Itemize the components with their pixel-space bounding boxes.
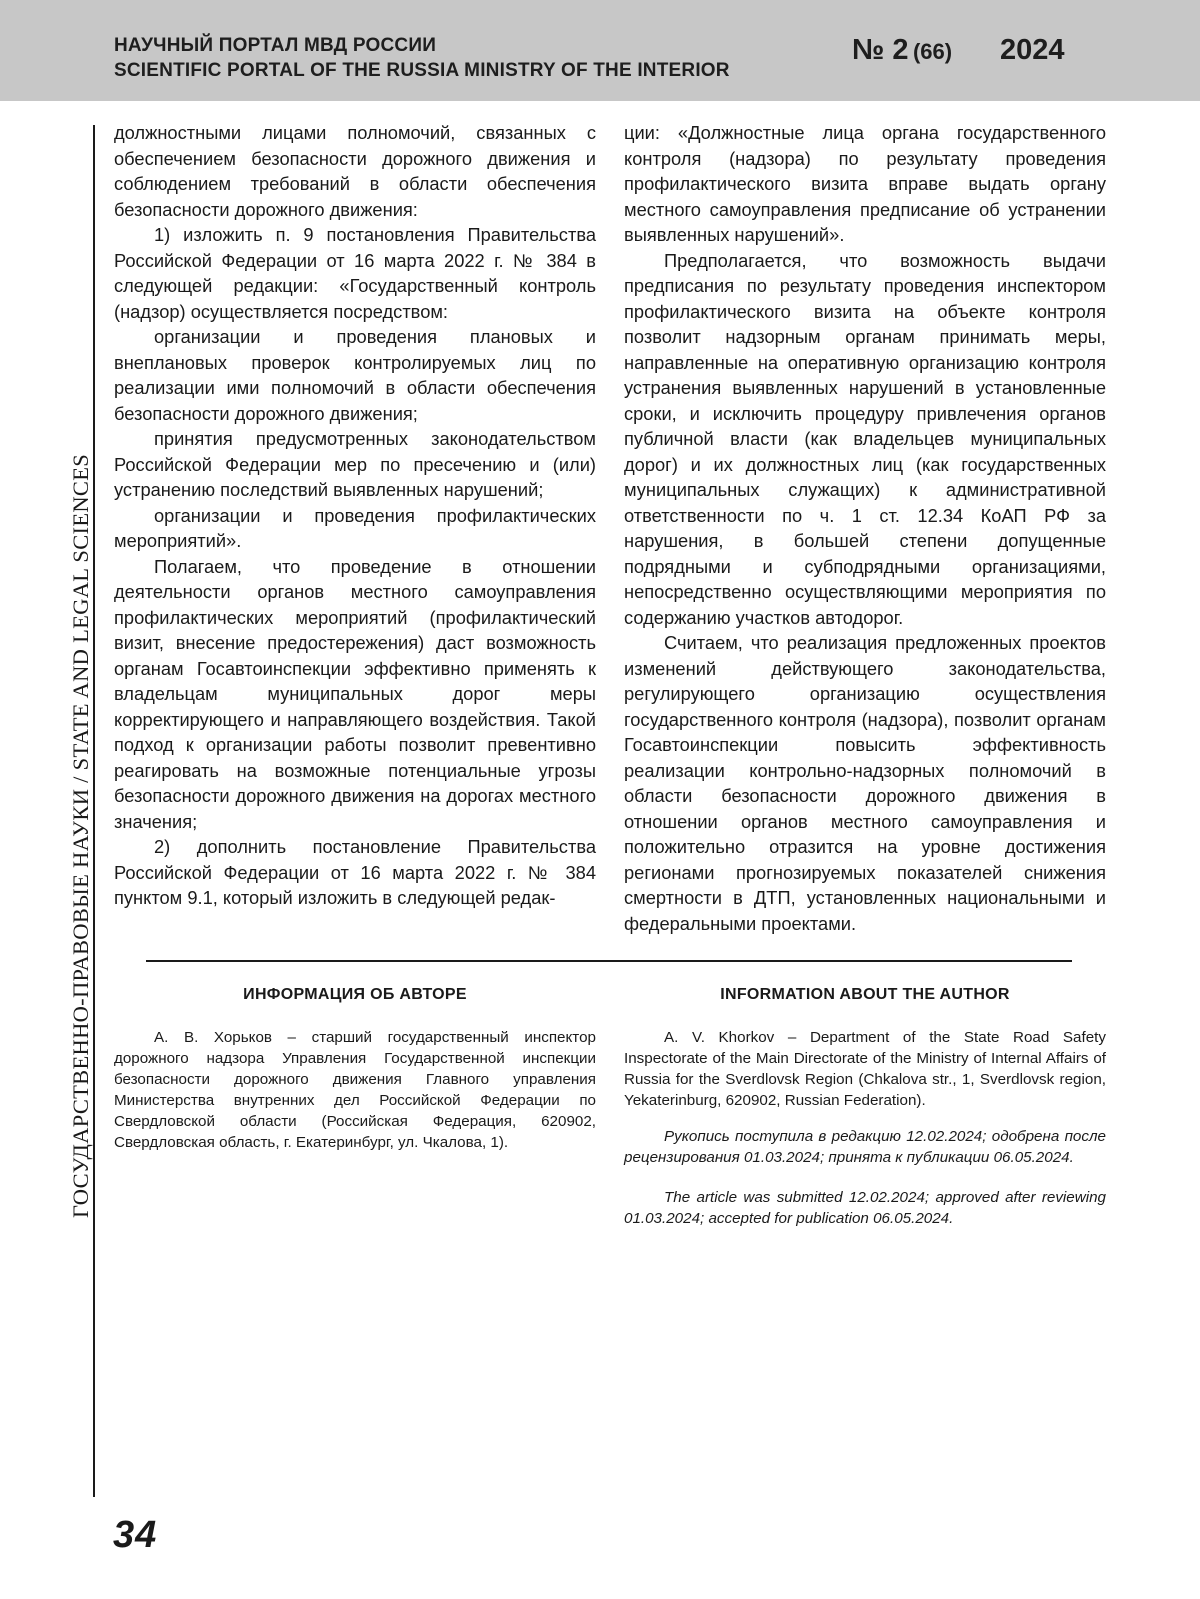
paragraph: Считаем, что реализация предложенных проектов изменений действующего законодательства, регулирующего организацию осуществления государственного контроля (надзора), позволит органам Госавтоинспекции повысить эффективность реализации контрольно-надзорных полномочий в области безопасности дорожного движения в отношении органов местного самоуправления и положительно отразится на уровне достижения регионами прогнозируемых показателей снижения смертности в ДТП, установленных национальными и федеральными проектами. xyxy=(624,632,1106,934)
section-divider xyxy=(146,960,1072,962)
author-info-text-ru: А. В. Хорьков – старший государственный инспектор дорожного надзора Управления Государственной инспекции безопасности дорожного движения Главного управления Министерства внутренних дел Российской Федерации по Свердловской области (Российская Федерация, 620902, Свердловская область, г. Екатеринбург, ул. Чкалова, 1). xyxy=(114,1029,596,1151)
journal-header xyxy=(0,0,1200,101)
article-column-left xyxy=(114,120,596,911)
article-column-right xyxy=(624,120,1106,936)
issue-year: 2024 xyxy=(1000,34,1065,66)
page-number: 34 xyxy=(113,1514,158,1556)
journal-title-ru: НАУЧНЫЙ ПОРТАЛ МВД РОССИИ xyxy=(114,35,437,56)
paragraph: 2) дополнить постановление Правительства Российской Федерации от 16 марта 2022 г. № 384 пунктом 9.1, который изложить в следующей редак- xyxy=(114,836,596,908)
paragraph: ции: «Должностные лица органа государственного контроля (надзора) по результату проведения профилактического визита вправе выдать органу местного самоуправления предписание об устранении выявленных нарушений». xyxy=(624,122,1106,245)
publication-dates xyxy=(624,1126,1106,1229)
issue-number xyxy=(852,34,952,67)
paragraph: организации и проведения профилактических мероприятий». xyxy=(114,504,596,551)
section-title-vertical: ГОСУДАРСТВЕННО-ПРАВОВЫЕ НАУКИ / STATE AND LEGAL SCIENCES xyxy=(68,453,93,1218)
author-info-title-en: INFORMATION ABOUT THE AUTHOR xyxy=(720,986,1010,1003)
author-info-en xyxy=(624,1027,1106,1111)
paragraph: Полагаем, что проведение в отношении деятельности органов местного самоуправления профилактических мероприятий (профилактический визит, внесение предостережения) даст возможность органам Госавтоинспекции эффективно применять к владельцам муниципальных дорог меры корректирующего и направляющего воздействия. Такой подход к организации работы позволит превентивно реагировать на возможные потенциальные угрозы безопасности дорожного движения на дорогах местного значения; xyxy=(114,555,596,832)
paragraph: Предполагается, что возможность выдачи предписания по результату проведения инспектором профилактического визита на объекте контроля позволит надзорным органам принимать меры, направленные на оперативную организацию контроля устранения выявленных нарушений в установленные сроки, и исключить процедуру привлечения органов публичной власти (как владельцев муниципальных дорог) и их должностных лиц (как государственных муниципальных служащих) к административной ответственности по ч. 1 ст. 12.34 КоАП РФ за нарушения, в большей степени допущенные подрядными и субподрядными организациями, непосредственно осуществляющими мероприятия по содержанию участков автодорог. xyxy=(624,249,1106,628)
paragraph: должностными лицами полномочий, связанных с обеспечением безопасности дорожного движения и соблюдением требований в области обеспечения безопасности дорожного движения: xyxy=(114,122,596,220)
author-info-text-en: A. V. Khorkov – Department of the State Road Safety Inspectorate of the Main Directorate of the Ministry of Internal Affairs of Russia for the Sverdlovsk Region (Chkalova str., 1, Sverdlovsk region, Yekaterinburg, 620902, Russian Federation). xyxy=(624,1029,1106,1109)
issue-number-value: № 2 xyxy=(852,34,909,66)
paragraph: принятия предусмотренных законодательством Российской Федерации мер по пресечению и (или) устранению последствий выявленных нарушений; xyxy=(114,428,596,500)
journal-title-en: SCIENTIFIC PORTAL OF THE RUSSIA MINISTRY OF THE INTERIOR xyxy=(114,60,730,81)
author-info-title-ru: ИНФОРМАЦИЯ ОБ АВТОРЕ xyxy=(243,986,467,1003)
publication-dates-en: The article was submitted 12.02.2024; approved after reviewing 01.03.2024; accepted for publication 06.05.2024. xyxy=(624,1189,1106,1227)
issue-total-value: (66) xyxy=(912,39,953,64)
paragraph: организации и проведения плановых и внеплановых проверок контролируемых лиц по реализации ими полномочий в области обеспечения безопасности дорожного движения; xyxy=(114,326,596,424)
publication-dates-ru: Рукопись поступила в редакцию 12.02.2024; одобрена после рецензирования 01.03.2024; принята к публикации 06.05.2024. xyxy=(624,1128,1106,1166)
author-info-ru xyxy=(114,1027,596,1153)
paragraph: 1) изложить п. 9 постановления Правительства Российской Федерации от 16 марта 2022 г. № 384 в следующей редакции: «Государственный контроль (надзор) осуществляется посредством: xyxy=(114,224,596,322)
